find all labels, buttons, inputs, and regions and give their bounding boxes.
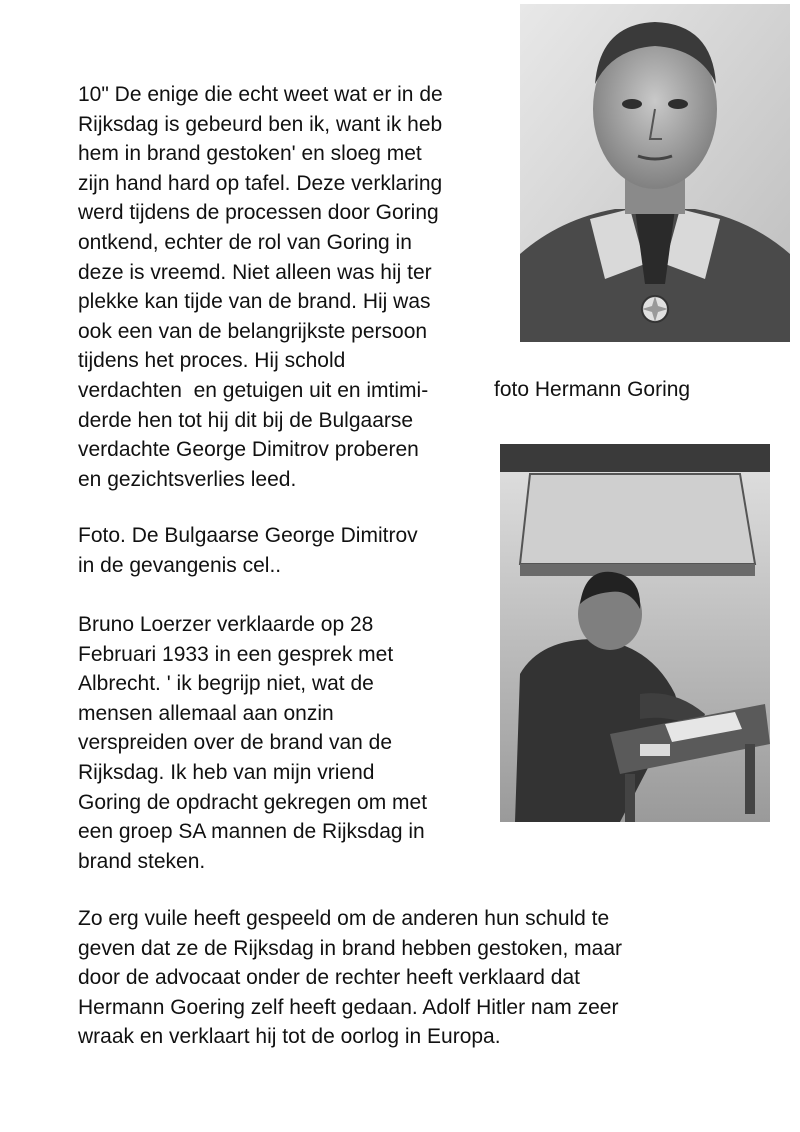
photo-hermann-goring xyxy=(520,4,790,342)
paragraph-goring-statement: 10" De enige die echt weet wat er in de Rijksdag is gebeurd ben ik, want ik heb hem in brand gestoken' en sloeg met zijn hand hard op tafel. Deze verklaring werd tijdens de processen door Goring ontkend, echter de rol van Goring in deze is vreemd. Niet alleen was hij ter plekke kan tijde van de brand. Hij was ook een van de belangrijkste persoon tijdens het proces. Hij schold verdachten en getuigen uit en imtimi- derde hen tot hij dit bij de Bulgaarse verdachte George Dimitrov proberen en gezichtsverlies leed. xyxy=(78,83,443,491)
photo-george-dimitrov-cell xyxy=(500,444,770,822)
paragraph-dimitrov-caption: Foto. De Bulgaarse George Dimitrov in de gevangenis cel.. xyxy=(78,524,418,577)
paragraph-conclusion: Zo erg vuile heeft gespeeld om de anderen hun schuld te geven dat ze de Rijksdag in brand hebben gestoken, maar door de advocaat onder de rechter heeft verklaard dat Hermann Goering zelf heeft gedaan. Adolf Hitler nam zeer wraak en verklaart hij tot de oorlog in Europa. xyxy=(78,907,623,1049)
caption-goring-photo: foto Hermann Goring xyxy=(494,378,691,401)
paragraph-loerzer-statement: Bruno Loerzer verklaarde op 28 Februari 1933 in een gesprek met Albrecht. ' ik begrijp niet, wat de mensen allemaal aan onzin verspreiden over de brand van de Rijksdag. Ik heb van mijn vriend Goring de opdracht gekregen om met een groep SA mannen de Rijksdag in brand steken. xyxy=(78,613,428,873)
